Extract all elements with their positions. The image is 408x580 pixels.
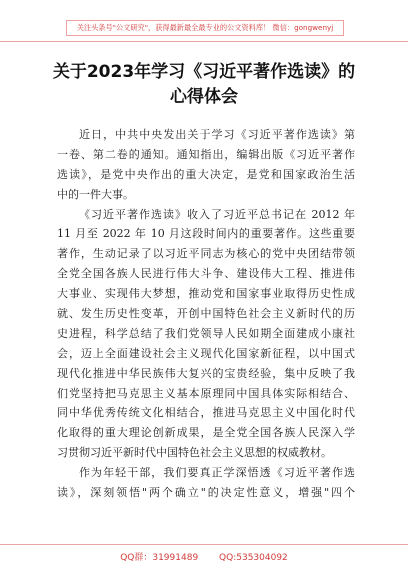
text-line: 中的一件大事。 xyxy=(57,187,134,201)
text-line: 同中华优秀传统文化相结合，推进马克思主义中国化时代 xyxy=(57,406,355,420)
text-line: 一卷、第二卷的通知。通知指出，编辑出版《习近平著作 xyxy=(57,147,355,161)
text-line: 史进程，科学总结了我们党领导人民如期全面建成小康社 xyxy=(57,326,355,340)
paragraph-3 xyxy=(57,463,355,503)
text-line: 11 月至 2022 年 10 月这段时间内的重要著作。这些重要 xyxy=(57,227,355,241)
header-banner: 关注头条号"公文研究"，获得最新最全最专业的公文资料库！ 微信：gongwenyj xyxy=(66,20,344,36)
text-line: 全党全国各族人民进行伟大斗争、建设伟大工程、推进伟 xyxy=(57,267,355,281)
paragraph-1 xyxy=(57,125,355,205)
document-body xyxy=(57,125,355,503)
text-line: 会，迈上全面建设社会主义现代化国家新征程，以中国式 xyxy=(57,346,355,360)
text-line: 化取得的重大理论创新成果，是全党全国各族人民深入学 xyxy=(57,426,355,440)
text-line: 读》，深刻领悟"两个确立"的决定性意义，增强"四个 xyxy=(57,486,355,500)
text-line: 习贯彻习近平新时代中国特色社会主义思想的权威教材。 xyxy=(57,446,332,460)
document-title xyxy=(30,60,378,110)
text-line: 近日，中共中央发出关于学习《习近平著作选读》第 xyxy=(79,128,355,141)
title-line-2: 心得体会 xyxy=(170,87,238,107)
text-line: 们党坚持把马克思主义基本原理同中国具体实际相结合、 xyxy=(57,386,355,400)
footer-contact xyxy=(0,550,408,563)
title-line-1: 关于2023年学习《习近平著作选读》的 xyxy=(52,62,356,82)
qq-group-number: QQ群：31991489 xyxy=(120,553,199,563)
text-line: 就、发生历史性变革，开创中国特色社会主义新时代的历 xyxy=(57,307,355,321)
footer-divider xyxy=(0,544,408,545)
text-line: 选读》，是党中央作出的重大决定，是党和国家政治生活 xyxy=(57,167,355,181)
qq-number: QQ:535304092 xyxy=(219,553,288,563)
text-line: 著作，生动记录了以习近平同志为核心的党中央团结带领 xyxy=(57,247,355,261)
text-line: 大事业、实现伟大梦想，推动党和国家事业取得历史性成 xyxy=(57,287,355,301)
text-line: 作为年轻干部，我们要真正学深悟透《习近平著作选 xyxy=(79,466,355,480)
text-line: 现代化推进中华民族伟大复兴的宝贵经验，集中反映了我 xyxy=(57,366,355,380)
text-line: 《习近平著作选读》收入了习近平总书记在 2012 年 xyxy=(79,207,355,221)
paragraph-2 xyxy=(57,205,355,464)
header-divider xyxy=(0,41,408,42)
